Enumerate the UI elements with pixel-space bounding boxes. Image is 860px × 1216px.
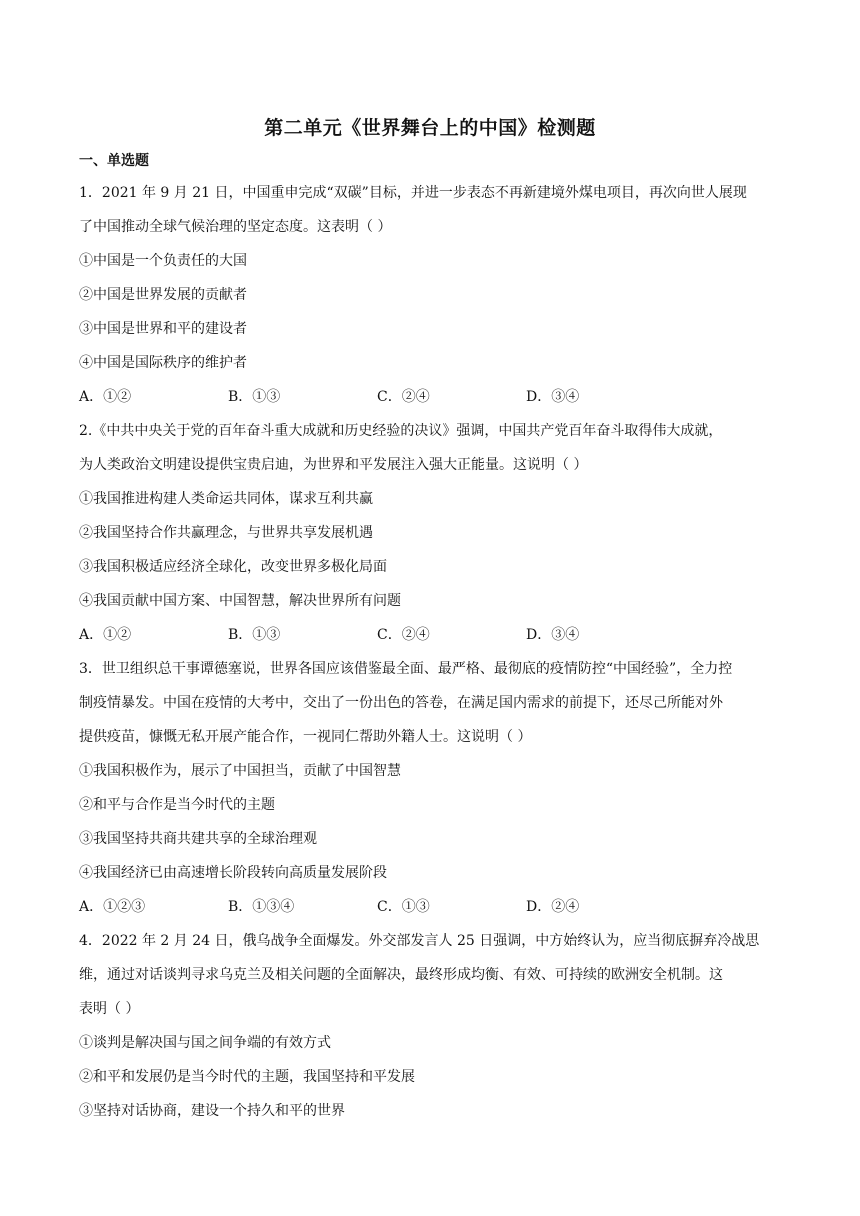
question-4 (79, 924, 787, 1128)
statement-option: ②中国是世界发展的贡献者 (79, 287, 247, 303)
answer-choice[interactable]: A．①② (79, 389, 132, 405)
question-1 (79, 176, 787, 414)
question-stem-line: 了中国推动全球气候治理的坚定态度。这表明（ ） (79, 219, 392, 235)
section-heading: 一、单选题 (79, 153, 149, 169)
answer-choice[interactable]: B．①③④ (228, 899, 295, 915)
statement-option: ③我国坚持共商共建共享的全球治理观 (79, 831, 317, 847)
question-stem-line: 为人类政治文明建设提供宝贵启迪，为世界和平发展注入强大正能量。这说明（ ） (79, 457, 588, 473)
statement-option: ④中国是国际秩序的维护者 (79, 355, 247, 371)
answer-choices (79, 380, 787, 414)
statement-option: ①中国是一个负责任的大国 (79, 253, 247, 269)
answer-choice[interactable]: D．②④ (526, 899, 580, 915)
question-stem-line: 维，通过对话谈判寻求乌克兰及相关问题的全面解决，最终形成均衡、有效、可持续的欧洲安全机制。这 (79, 967, 723, 983)
question-stem-line: 提供疫苗，慷慨无私开展产能合作，一视同仁帮助外籍人士。这说明（ ） (79, 729, 532, 745)
answer-choice[interactable]: C．①③ (377, 899, 430, 915)
statement-option: ②和平与合作是当今时代的主题 (79, 797, 275, 813)
statement-option: ④我国经济已由高速增长阶段转向高质量发展阶段 (79, 865, 387, 881)
question-stem-line: 2.《中共中央关于党的百年奋斗重大成就和历史经验的决议》强调，中国共产党百年奋斗取得伟大成就， (79, 423, 723, 439)
question-list (79, 176, 787, 1128)
question-stem-line: 4．2022 年 2 月 24 日，俄乌战争全面爆发。外交部发言人 25 日强调，中方始终认为，应当彻底摒弃冷战思 (79, 933, 760, 949)
statement-option: ③我国积极适应经济全球化，改变世界多极化局面 (79, 559, 387, 575)
question-stem-line: 表明（ ） (79, 1001, 140, 1017)
statement-option: ④我国贡献中国方案、中国智慧，解决世界所有问题 (79, 593, 401, 609)
statement-option: ③中国是世界和平的建设者 (79, 321, 247, 337)
statement-option: ②和平和发展仍是当今时代的主题，我国坚持和平发展 (79, 1069, 415, 1085)
answer-choice[interactable]: C．②④ (377, 627, 430, 643)
answer-choice[interactable]: D．③④ (526, 389, 580, 405)
statement-option: ①谈判是解决国与国之间争端的有效方式 (79, 1035, 331, 1051)
statement-option: ②我国坚持合作共赢理念，与世界共享发展机遇 (79, 525, 373, 541)
answer-choice[interactable]: A．①② (79, 627, 132, 643)
document-title: 第二单元《世界舞台上的中国》检测题 (264, 117, 596, 139)
answer-choice[interactable]: C．②④ (377, 389, 430, 405)
question-2 (79, 414, 787, 652)
answer-choice[interactable]: D．③④ (526, 627, 580, 643)
statement-option: ③坚持对话协商，建设一个持久和平的世界 (79, 1103, 345, 1119)
answer-choice[interactable]: B．①③ (228, 389, 281, 405)
question-3 (79, 652, 787, 924)
answer-choice[interactable]: B．①③ (228, 627, 281, 643)
answer-choices (79, 890, 787, 924)
answer-choices (79, 618, 787, 652)
question-stem-line: 3．世卫组织总干事谭德塞说，世界各国应该借鉴最全面、最严格、最彻底的疫情防控“中国经验”，全力控 (79, 661, 733, 677)
answer-choice[interactable]: A．①②③ (79, 899, 146, 915)
question-stem-line: 制疫情暴发。中国在疫情的大考中，交出了一份出色的答卷，在满足国内需求的前提下，还尽己所能对外 (79, 695, 723, 711)
statement-option: ①我国积极作为，展示了中国担当，贡献了中国智慧 (79, 763, 401, 779)
question-stem-line: 1．2021 年 9 月 21 日，中国重申完成“双碳”目标，并进一步表态不再新建境外煤电项目，再次向世人展现 (79, 185, 747, 201)
statement-option: ①我国推进构建人类命运共同体，谋求互利共赢 (79, 491, 373, 507)
